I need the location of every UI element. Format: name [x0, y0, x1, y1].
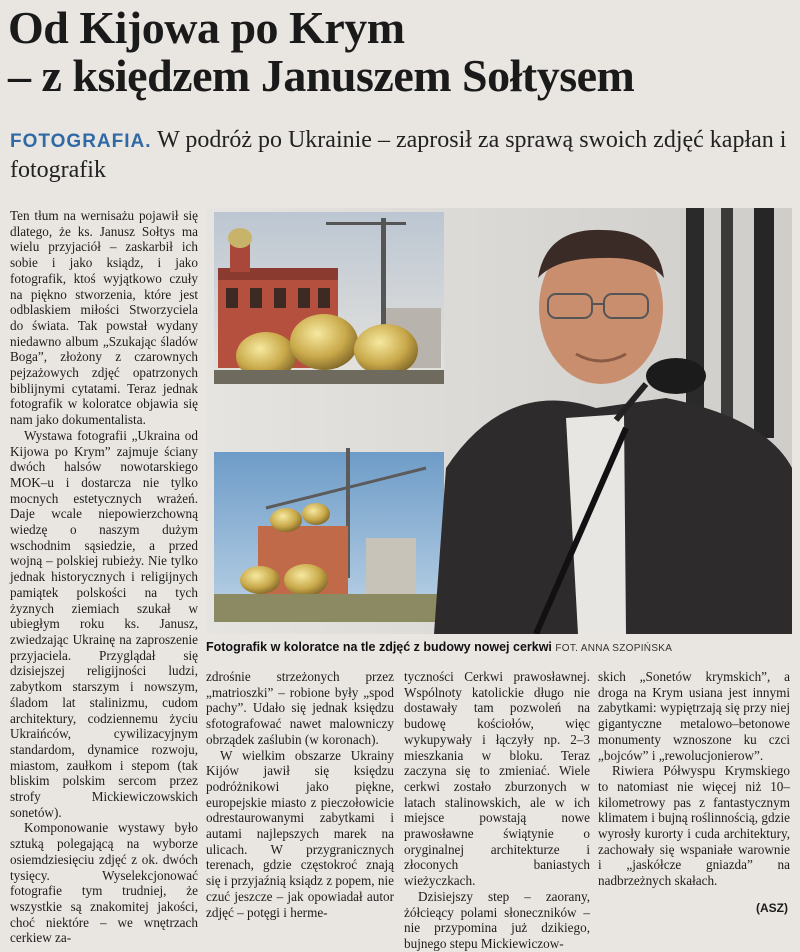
paragraph: Ten tłum na wernisażu pojawił się dlatego, że ks. Janusz Sołtys ma wielu przyjaciół – zaskarbił ich sobie i jako ksiądz, i jako fotografik, ktoś wyjątkowo czuły na piękno stworzenia, które jest odblaskiem miłości Stworzyciela do świata. Tak powstał wydany niedawno album „Szukając śladów Boga”, złożony z czarownych pejzażowych zdjęć opatrzonych biblijnymi cytatami. Teraz jednak fotografik w koloratce objawia się nam jako dokumentalista. — [10, 208, 198, 428]
paragraph: skich „Sonetów krymskich”, a droga na Krym usiana jest innymi zabytkami: wypiętrzają się przy niej gigantyczne metalowo–betonowe monumenty wznoszone ku czci „bojców” i „rewolucjonierow”. — [598, 669, 790, 763]
article-headline — [8, 4, 788, 100]
paragraph: W wielkim obszarze Ukrainy Kijów jawił się księdzu podróżnikowi jako piękne, europejskie miasto z pieczołowicie odrestaurowanymi zabytkami i autami najlepszych marek na ulicach. W przygranicznych terenach, gdzie częstokroć znają się i przyjaźnią ksiądz z popem, nie czuć jeszcze – jak opowiadał autor zdjęć – potęgi i herme- — [206, 747, 394, 920]
paragraph: tyczności Cerkwi prawosławnej. Wspólnoty katolickie długo nie dostawały tam pozwoleń na budowę kościołów, więc wykupywały i łączyły np. 2–3 mieszkania w bloku. Teraz zaczyna się to zmieniać. Wiele cerkwi zostało zburzonych w latach stalinowskich, ale w ich miejsce powstają nowe prawosławne świątynie o oryginalnej architekturze i złoconych baniastych wieżyczkach. — [404, 669, 590, 889]
lead-text: W podróż po Ukrainie – zaprosił za sprawą swoich zdjęć kapłan i fotografik — [10, 127, 787, 183]
photo-credit: FOT. ANNA SZOPIŃSKA — [555, 643, 673, 654]
paragraph: Riwiera Półwyspu Krymskiego to natomiast nie więcej niż 10–kilometrowy pas z fantastycznym klimatem i bujną roślinnością, gdzie wyrosły kurorty i cuda architektury, zachowały się wspaniałe warownie i „jaskółcze gniazda” na nadbrzeżnych skałach. — [598, 763, 790, 889]
article-photo — [206, 208, 792, 634]
church-photo-lower — [214, 448, 444, 622]
text-column-4 — [598, 669, 790, 889]
caption-text: Fotografik w koloratce na tle zdjęć z budowy nowej cerkwi — [206, 640, 552, 654]
paragraph: Komponowanie wystawy było sztuką polegającą na wyborze osiemdziesięciu zdjęć z ok. dwóch tysięcy. Wyselekcjonować fotografie tym trudniej, że wszystkie są znakomitej jakości, choć niektóre – we wnętrzach cerkiew za- — [10, 820, 198, 946]
paragraph: zdrośnie strzeżonych przez „matrioszki” – robione były „spod pachy”. Udało się jednak księdzu sfotografować nawet malowniczy obrządek zaślubin (w koronach). — [206, 669, 394, 747]
text-column-2 — [206, 669, 394, 920]
photo-caption — [206, 640, 792, 654]
article-lead — [10, 126, 790, 184]
headline-line-2: – z księdzem Januszem Sołtysem — [8, 50, 635, 101]
author-signature: (ASZ) — [756, 901, 788, 915]
section-kicker: FOTOGRAFIA. — [10, 131, 152, 152]
headline-line-1: Od Kijowa po Krym — [8, 2, 405, 53]
text-column-3 — [404, 669, 590, 952]
paragraph: Wystawa fotografii „Ukraina od Kijowa po Krym” zajmuje ściany dwóch halsów nowotarskiego MOK–u i dostarcza nie tylko mocnych estetycznych wrażeń. Daje wcale niepowierzchowną wiedzę o naszym dużym wschodnim sąsiedzie, a przed wojną – polskiej rubieży. Nie tylko jednak historycznych i religijnych pamiątek polskości na tych żyznych ziemiach szukał w ubiegłym roku ks. Janusz, zwiedzając Ukrainę na zaproszenie przyjaciela. Przyglądał się dzisiejszej religijności ludzi, zabytkom starszym i nowszym, śladom lat stalinizmu, cudom architektury, codziennemu życiu Ukraińców, cywilizacyjnym standardom, dynamice rozwoju, miastom, zaułkom i stepom (tak bliskim polskim sercom przez strofy Mickiewiczowskich sonetów). — [10, 427, 198, 820]
church-photo-upper — [214, 212, 444, 384]
photo-illustration — [206, 208, 792, 634]
paragraph: Dzisiejszy step – zaorany, żółcieący polami słoneczników – nie przypomina już dzikiego, bujnego stepu Mickiewiczow- — [404, 888, 590, 951]
text-column-1 — [10, 208, 198, 946]
